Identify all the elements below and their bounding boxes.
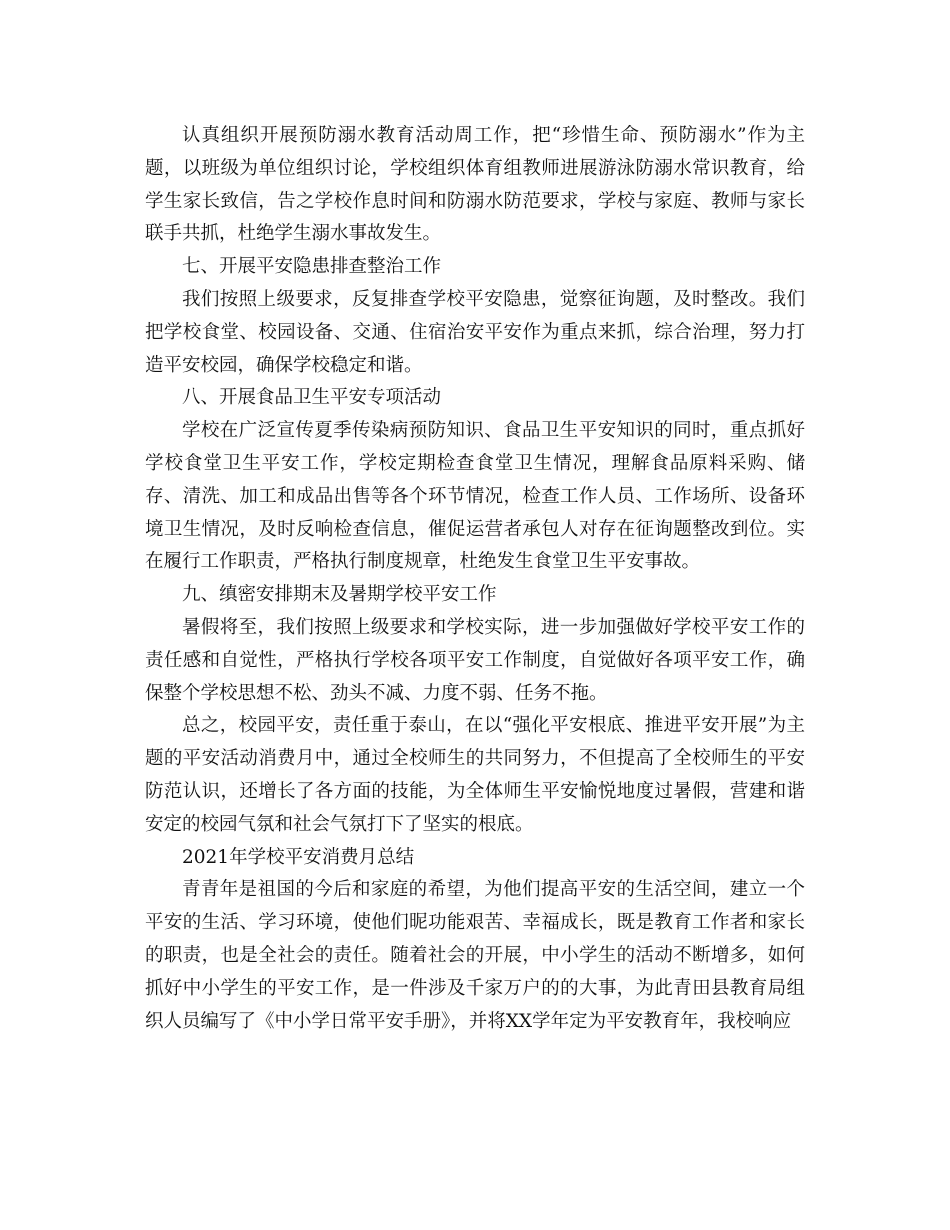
paragraph-drowning-prevention: 认真组织开展预防溺水教育活动周工作，把“珍惜生命、预防溺水”作为主题，以班级为单位组织讨论，学校组织体育组教师进展游泳防溺水常识教育，给学生家长致信，告之学校作息时间和防溺水防范要求，学校与家庭、教师与家长联手共抓，杜绝学生溺水事故发生。: [145, 125, 805, 245]
heading-2021-summary: 2021年学校平安消费月总结: [182, 846, 415, 868]
document-page: [145, 120, 805, 1038]
paragraph-food-safety: 学校在广泛宣传夏季传染病预防知识、食品卫生平安知识的同时，重点抓好学校食堂卫生平安工作，学校定期检查食堂卫生情况，理解食品原料采购、储存、清洗、加工和成品出售等各个环节情况，检查工作人员、工作场所、设备环境卫生情况，及时反响检查信息，催促运营者承包人对存在征询题整改到位。实在履行工作职责，严格执行制度规章，杜绝发生食堂卫生平安事故。: [145, 420, 805, 573]
heading-section-9: 九、缜密安排期末及暑期学校平安工作: [182, 584, 497, 606]
heading-section-7: 七、开展平安隐患排查整治工作: [182, 256, 442, 278]
paragraph-summer-safety: 暑假将至，我们按照上级要求和学校实际，进一步加强做好学校平安工作的责任感和自觉性，严格执行学校各项平安工作制度，自觉做好各项平安工作，确保整个学校思想不松、劲头不减、力度不弱、任务不拖。: [145, 616, 805, 704]
paragraph-youth-safety: 青青年是祖国的今后和家庭的希望，为他们提高平安的生活空间，建立一个平安的生活、学习环境，使他们昵功能艰苦、幸福成长，既是教育工作者和家长的职责，也是全社会的责任。随着社会的开展，中小学生的活动不断增多，如何抓好中小学生的平安工作，是一件涉及千家万户的的大事，为此青田县教育局组织人员编写了《中小学日常平安手册》，并将XX学年定为平安教育年，我校响应: [145, 879, 805, 1032]
paragraph-conclusion: 总之，校园平安，责任重于泰山，在以“强化平安根底、推进平安开展”为主题的平安活动消费月中，通过全校师生的共同努力，不但提高了全校师生的平安防范认识，还增长了各方面的技能，为全体师生平安愉悦地度过暑假，营建和谐安定的校园气氛和社会气氛打下了坚实的根底。: [145, 715, 805, 835]
paragraph-hazard-inspection: 我们按照上级要求，反复排查学校平安隐患，觉察征询题，及时整改。我们把学校食堂、校园设备、交通、住宿治安平安作为重点来抓，综合治理，努力打造平安校园，确保学校稳定和谐。: [145, 288, 805, 376]
heading-section-8: 八、开展食品卫生平安专项活动: [182, 387, 442, 409]
